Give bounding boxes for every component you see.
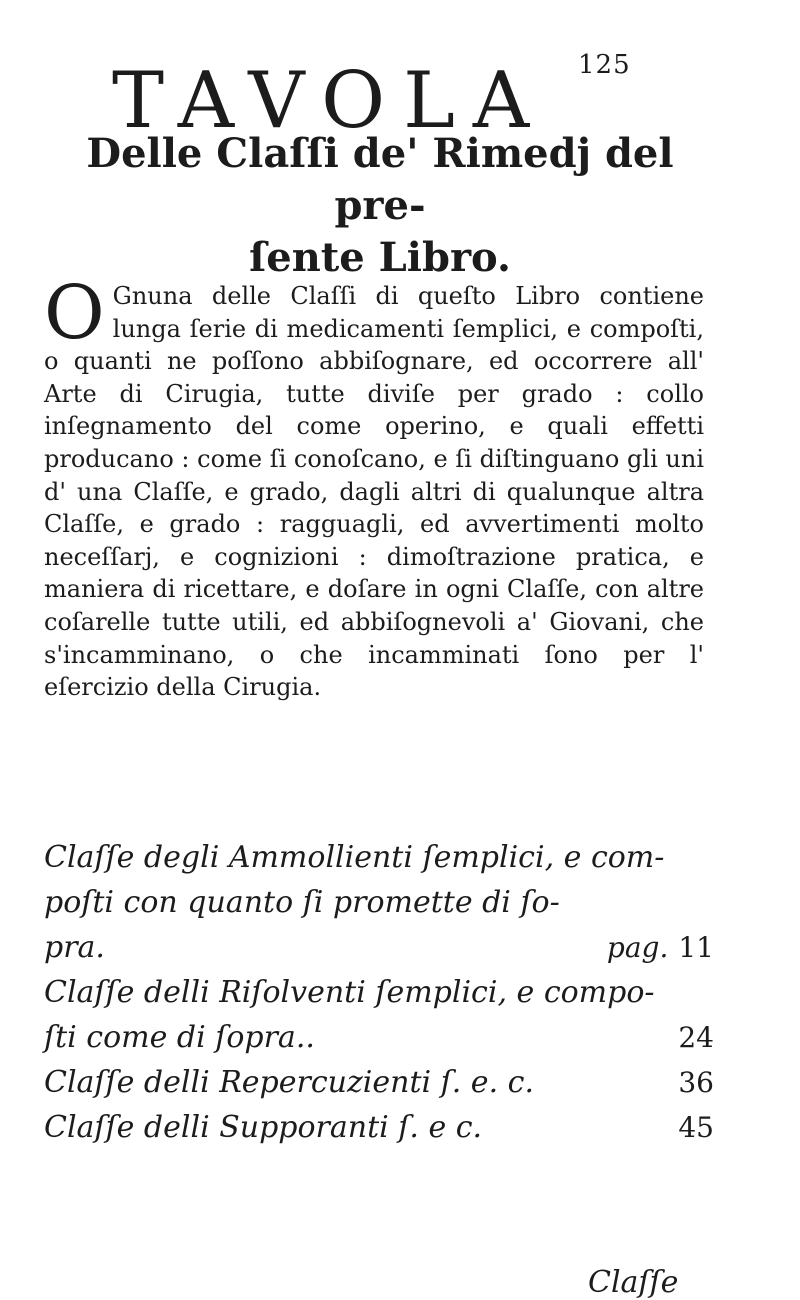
pag-label: pag. [606, 931, 669, 964]
page-subtitle [60, 128, 700, 284]
subtitle-line-2: ſente Libro. [249, 234, 511, 281]
entry-text: pra. [44, 930, 105, 965]
entry-text: Claſſe delli Supporanti ſ. e c. [44, 1110, 483, 1145]
entry-line: poſti con quanto ſi promette di ſo- [44, 885, 560, 920]
contents-entry [44, 1105, 714, 1150]
entry-line [44, 1060, 714, 1105]
intro-text: Gnuna delle Claſſi di queſto Libro contiene lunga ſerie di medicamenti ſemplici, e compoſti, o quanti ne poſſono abbiſognare, ed occorrere all' Arte di Cirugia, tutte diviſe per grado : collo inſegnamento del come operino, e quali effetti producano : come ſi conoſcano, e ſi diſtinguano gli uni d' una Claſſe, e grado, dagli altri di qualunque altra Claſſe, e grado : ragguagli, ed avvertimenti molto neceſſarj, e cognizioni : dimoſtrazione pratica, e maniera di ricettare, e doſare in ogni Claſſe, con altre coſarelle tutte utili, ed abbiſognevoli a' Giovani, che s'incamminano, o che incamminati ſono per l' eſercizio della Cirugia. [44, 282, 704, 702]
contents-list [44, 835, 714, 1150]
catchword: Claſſe [588, 1265, 679, 1300]
intro-paragraph [44, 270, 704, 704]
contents-entry [44, 1060, 714, 1105]
page-value: 45 [678, 1111, 714, 1144]
entry-text: Claſſe delli Repercuzienti ſ. e. c. [44, 1065, 534, 1100]
page-value: 24 [678, 1021, 714, 1054]
entry-line: Claſſe degli Ammollienti ſemplici, e com- [44, 840, 665, 875]
entry-text: ſti come di ſopra.. [44, 1020, 315, 1055]
page-value: 36 [678, 1066, 714, 1099]
entry-line [44, 925, 714, 970]
entry-line [44, 1015, 714, 1060]
page-reference [607, 925, 714, 970]
page-title: TAVOLA [112, 56, 548, 146]
contents-entry [44, 970, 714, 1060]
entry-line: Claſſe delli Riſolventi ſemplici, e compo- [44, 975, 655, 1010]
page-number: 125 [578, 50, 631, 80]
contents-entry [44, 835, 714, 970]
subtitle-line-1: Delle Claſſi de' Rimedj del pre- [86, 130, 674, 229]
entry-line [44, 1105, 714, 1150]
page-value: 11 [678, 931, 714, 964]
drop-cap: O [44, 270, 105, 356]
